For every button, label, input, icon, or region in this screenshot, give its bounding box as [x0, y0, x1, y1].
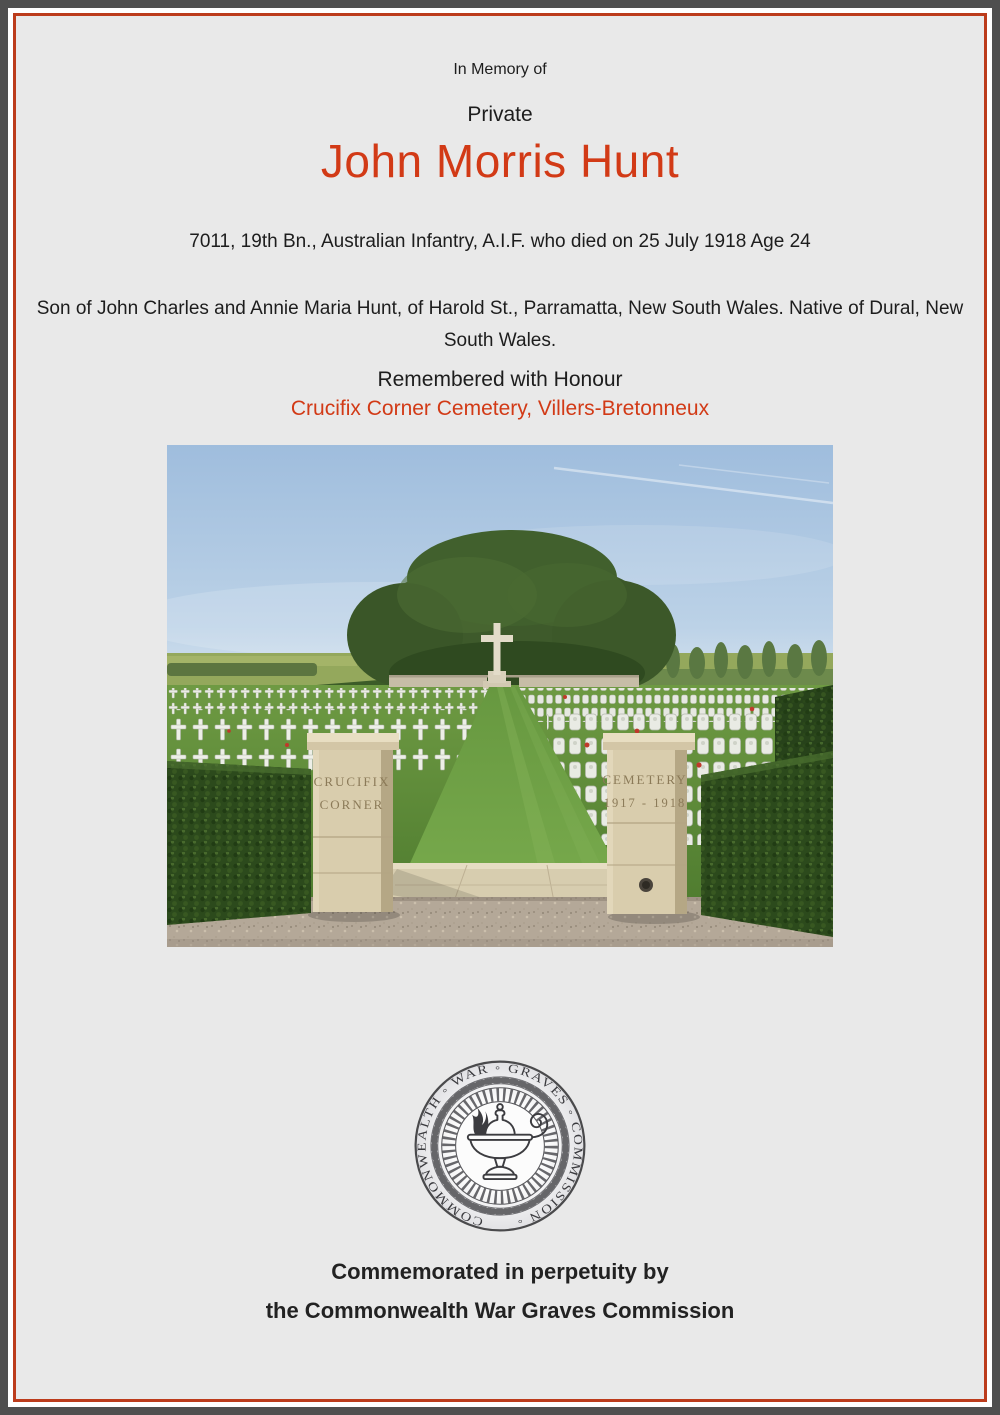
pillar-left-line1: CRUCIFIX [313, 774, 391, 789]
rank-label: Private [467, 103, 533, 126]
cemetery-photo-scene [167, 445, 833, 947]
cwgc-seal-graphic [413, 1059, 587, 1233]
pillar-left-line2: CORNER [319, 797, 385, 812]
pillar-right-line1: CEMETERY [602, 772, 688, 787]
commemoration-line: Commemorated in perpetuity by [331, 1259, 669, 1284]
pillar-right-line2: 1917 - 1918 [603, 796, 687, 810]
cemetery-name: Crucifix Corner Cemetery, Villers-Bretonneux [290, 397, 710, 420]
right-gate-pillar [602, 733, 700, 924]
in-memory-of-label: In Memory of [453, 61, 547, 78]
family-details: Son of John Charles and Annie Maria Hunt, of Harold St., Parramatta, New South Wales. Native of Dural, New South Wales. [36, 298, 964, 351]
left-hedge [167, 761, 311, 925]
commission-name-line: the Commonwealth War Graves Commission [265, 1298, 735, 1323]
service-details: 7011, 19th Bn., Australian Infantry, A.I.F. who died on 25 July 1918 Age 24 [189, 231, 811, 252]
cwgc-seal-icon [413, 1059, 587, 1233]
distant-hedge [167, 663, 317, 676]
remembered-with-honour-label: Remembered with Honour [377, 368, 623, 391]
seal-ring-text: COMMONWEALTH ◦ WAR ◦ GRAVES ◦ COMMISSION ◦ [414, 1060, 586, 1230]
left-gate-pillar [307, 733, 400, 922]
cemetery-photo [167, 445, 833, 947]
person-name: John Morris Hunt [320, 135, 680, 187]
certificate-page [13, 13, 987, 1402]
